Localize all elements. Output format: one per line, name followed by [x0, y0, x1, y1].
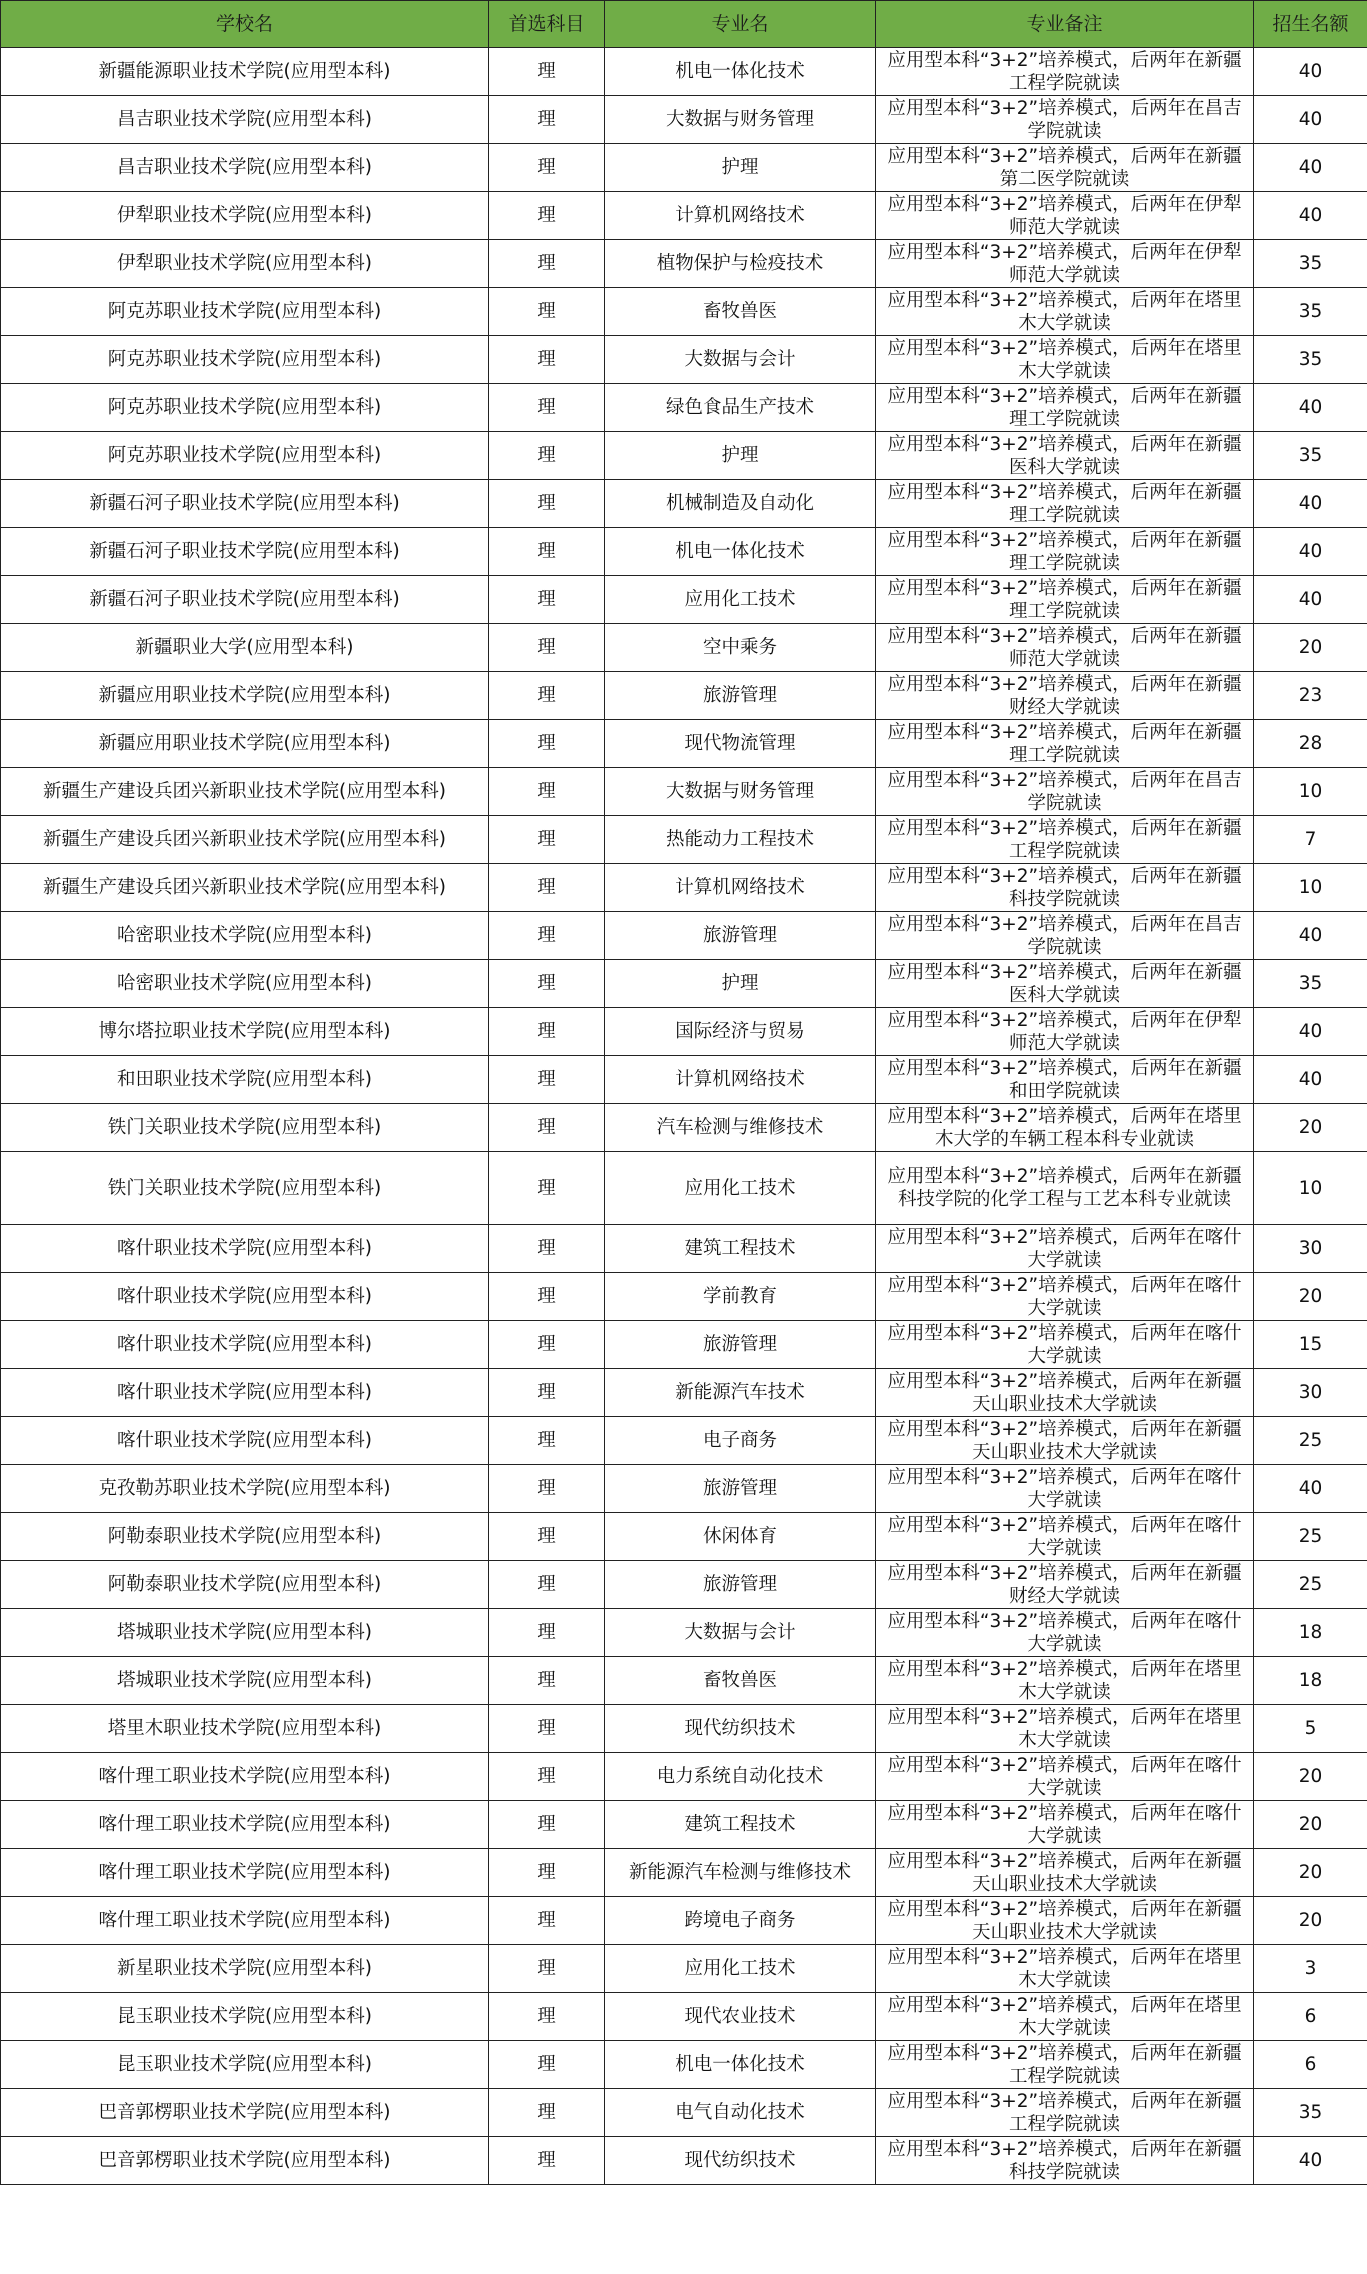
cell-subject: 理 [489, 1801, 605, 1849]
cell-quota: 10 [1254, 1152, 1367, 1225]
cell-major: 机电一体化技术 [605, 2041, 876, 2089]
cell-subject: 理 [489, 1897, 605, 1945]
cell-subject: 理 [489, 96, 605, 144]
cell-note: 应用型本科“3+2”培养模式，后两年在新疆科技学院就读 [876, 864, 1254, 912]
cell-note: 应用型本科“3+2”培养模式，后两年在新疆财经大学就读 [876, 672, 1254, 720]
cell-school: 喀什理工职业技术学院(应用型本科) [1, 1897, 489, 1945]
cell-major: 热能动力工程技术 [605, 816, 876, 864]
cell-quota: 20 [1254, 1897, 1367, 1945]
header-school: 学校名 [1, 1, 489, 48]
cell-note: 应用型本科“3+2”培养模式，后两年在新疆天山职业技术大学就读 [876, 1417, 1254, 1465]
cell-school: 新疆职业大学(应用型本科) [1, 624, 489, 672]
cell-school: 铁门关职业技术学院(应用型本科) [1, 1152, 489, 1225]
table-row [1, 1513, 1367, 1561]
cell-subject: 理 [489, 960, 605, 1008]
cell-school: 塔城职业技术学院(应用型本科) [1, 1657, 489, 1705]
table-row [1, 1801, 1367, 1849]
cell-subject: 理 [489, 1056, 605, 1104]
cell-major: 现代物流管理 [605, 720, 876, 768]
cell-major: 现代农业技术 [605, 1993, 876, 2041]
table-row [1, 48, 1367, 96]
cell-subject: 理 [489, 720, 605, 768]
cell-school: 新疆石河子职业技术学院(应用型本科) [1, 576, 489, 624]
cell-note: 应用型本科“3+2”培养模式，后两年在新疆天山职业技术大学就读 [876, 1897, 1254, 1945]
cell-note: 应用型本科“3+2”培养模式，后两年在新疆天山职业技术大学就读 [876, 1369, 1254, 1417]
cell-school: 铁门关职业技术学院(应用型本科) [1, 1104, 489, 1152]
table-row [1, 336, 1367, 384]
table-row [1, 912, 1367, 960]
cell-subject: 理 [489, 288, 605, 336]
cell-quota: 40 [1254, 576, 1367, 624]
cell-school: 新疆生产建设兵团兴新职业技术学院(应用型本科) [1, 864, 489, 912]
cell-subject: 理 [489, 624, 605, 672]
cell-school: 喀什职业技术学院(应用型本科) [1, 1417, 489, 1465]
cell-subject: 理 [489, 480, 605, 528]
cell-major: 旅游管理 [605, 672, 876, 720]
cell-note: 应用型本科“3+2”培养模式，后两年在新疆理工学院就读 [876, 384, 1254, 432]
cell-quota: 40 [1254, 912, 1367, 960]
cell-major: 新能源汽车技术 [605, 1369, 876, 1417]
cell-subject: 理 [489, 432, 605, 480]
cell-subject: 理 [489, 1273, 605, 1321]
cell-quota: 25 [1254, 1513, 1367, 1561]
cell-major: 电子商务 [605, 1417, 876, 1465]
cell-major: 旅游管理 [605, 1561, 876, 1609]
cell-subject: 理 [489, 864, 605, 912]
cell-school: 阿克苏职业技术学院(应用型本科) [1, 384, 489, 432]
table-row [1, 144, 1367, 192]
cell-note: 应用型本科“3+2”培养模式，后两年在昌吉学院就读 [876, 96, 1254, 144]
table-row [1, 2089, 1367, 2137]
cell-subject: 理 [489, 2041, 605, 2089]
cell-note: 应用型本科“3+2”培养模式，后两年在新疆医科大学就读 [876, 432, 1254, 480]
cell-quota: 35 [1254, 2089, 1367, 2137]
cell-major: 机电一体化技术 [605, 48, 876, 96]
cell-school: 喀什职业技术学院(应用型本科) [1, 1321, 489, 1369]
cell-quota: 35 [1254, 960, 1367, 1008]
cell-school: 和田职业技术学院(应用型本科) [1, 1056, 489, 1104]
cell-school: 伊犁职业技术学院(应用型本科) [1, 192, 489, 240]
cell-quota: 3 [1254, 1945, 1367, 1993]
cell-major: 应用化工技术 [605, 576, 876, 624]
cell-quota: 18 [1254, 1657, 1367, 1705]
table-row [1, 2137, 1367, 2185]
cell-quota: 6 [1254, 1993, 1367, 2041]
cell-quota: 25 [1254, 1417, 1367, 1465]
cell-quota: 20 [1254, 1273, 1367, 1321]
cell-major: 大数据与会计 [605, 336, 876, 384]
cell-quota: 6 [1254, 2041, 1367, 2089]
cell-major: 应用化工技术 [605, 1945, 876, 1993]
table-row [1, 1705, 1367, 1753]
cell-major: 计算机网络技术 [605, 192, 876, 240]
table-row [1, 1657, 1367, 1705]
table-row [1, 1753, 1367, 1801]
cell-quota: 23 [1254, 672, 1367, 720]
table-row [1, 1273, 1367, 1321]
cell-school: 喀什职业技术学院(应用型本科) [1, 1225, 489, 1273]
cell-major: 大数据与财务管理 [605, 768, 876, 816]
cell-school: 巴音郭楞职业技术学院(应用型本科) [1, 2089, 489, 2137]
cell-major: 畜牧兽医 [605, 1657, 876, 1705]
cell-quota: 20 [1254, 1753, 1367, 1801]
table-row [1, 240, 1367, 288]
table-row [1, 1152, 1367, 1225]
table-row [1, 1609, 1367, 1657]
cell-note: 应用型本科“3+2”培养模式，后两年在伊犁师范大学就读 [876, 192, 1254, 240]
cell-subject: 理 [489, 1657, 605, 1705]
cell-subject: 理 [489, 1225, 605, 1273]
cell-quota: 40 [1254, 144, 1367, 192]
cell-note: 应用型本科“3+2”培养模式，后两年在塔里木大学就读 [876, 336, 1254, 384]
table-row [1, 624, 1367, 672]
cell-school: 喀什职业技术学院(应用型本科) [1, 1369, 489, 1417]
cell-school: 哈密职业技术学院(应用型本科) [1, 912, 489, 960]
table-row [1, 1849, 1367, 1897]
table-row [1, 720, 1367, 768]
cell-note: 应用型本科“3+2”培养模式，后两年在塔里木大学就读 [876, 1993, 1254, 2041]
cell-major: 汽车检测与维修技术 [605, 1104, 876, 1152]
cell-note: 应用型本科“3+2”培养模式，后两年在伊犁师范大学就读 [876, 240, 1254, 288]
table-body [1, 48, 1367, 2185]
cell-major: 绿色食品生产技术 [605, 384, 876, 432]
cell-subject: 理 [489, 1945, 605, 1993]
cell-note: 应用型本科“3+2”培养模式，后两年在新疆理工学院就读 [876, 576, 1254, 624]
table-row [1, 864, 1367, 912]
cell-quota: 40 [1254, 1056, 1367, 1104]
cell-note: 应用型本科“3+2”培养模式，后两年在塔里木大学就读 [876, 1657, 1254, 1705]
cell-subject: 理 [489, 816, 605, 864]
cell-quota: 5 [1254, 1705, 1367, 1753]
cell-quota: 40 [1254, 96, 1367, 144]
cell-major: 机电一体化技术 [605, 528, 876, 576]
table-row [1, 1465, 1367, 1513]
cell-major: 计算机网络技术 [605, 1056, 876, 1104]
cell-school: 哈密职业技术学院(应用型本科) [1, 960, 489, 1008]
cell-note: 应用型本科“3+2”培养模式，后两年在喀什大学就读 [876, 1273, 1254, 1321]
table-row [1, 96, 1367, 144]
cell-subject: 理 [489, 528, 605, 576]
cell-school: 昆玉职业技术学院(应用型本科) [1, 2041, 489, 2089]
cell-subject: 理 [489, 1705, 605, 1753]
cell-major: 植物保护与检疫技术 [605, 240, 876, 288]
cell-school: 伊犁职业技术学院(应用型本科) [1, 240, 489, 288]
cell-subject: 理 [489, 2137, 605, 2185]
cell-school: 巴音郭楞职业技术学院(应用型本科) [1, 2137, 489, 2185]
table-row [1, 1993, 1367, 2041]
cell-subject: 理 [489, 1609, 605, 1657]
cell-quota: 20 [1254, 1801, 1367, 1849]
cell-subject: 理 [489, 48, 605, 96]
cell-quota: 28 [1254, 720, 1367, 768]
cell-major: 新能源汽车检测与维修技术 [605, 1849, 876, 1897]
cell-quota: 40 [1254, 48, 1367, 96]
cell-school: 昌吉职业技术学院(应用型本科) [1, 96, 489, 144]
cell-major: 电力系统自动化技术 [605, 1753, 876, 1801]
cell-subject: 理 [489, 1849, 605, 1897]
cell-quota: 15 [1254, 1321, 1367, 1369]
cell-school: 克孜勒苏职业技术学院(应用型本科) [1, 1465, 489, 1513]
cell-school: 喀什理工职业技术学院(应用型本科) [1, 1753, 489, 1801]
cell-major: 国际经济与贸易 [605, 1008, 876, 1056]
cell-school: 阿克苏职业技术学院(应用型本科) [1, 336, 489, 384]
cell-school: 新疆石河子职业技术学院(应用型本科) [1, 528, 489, 576]
cell-note: 应用型本科“3+2”培养模式，后两年在新疆科技学院就读 [876, 2137, 1254, 2185]
cell-quota: 40 [1254, 1008, 1367, 1056]
cell-note: 应用型本科“3+2”培养模式，后两年在塔里木大学就读 [876, 1705, 1254, 1753]
cell-school: 塔里木职业技术学院(应用型本科) [1, 1705, 489, 1753]
cell-major: 建筑工程技术 [605, 1225, 876, 1273]
header-quota: 招生名额 [1254, 1, 1367, 48]
cell-note: 应用型本科“3+2”培养模式，后两年在塔里木大学就读 [876, 1945, 1254, 1993]
table-row [1, 480, 1367, 528]
cell-major: 计算机网络技术 [605, 864, 876, 912]
table-row [1, 576, 1367, 624]
cell-major: 机械制造及自动化 [605, 480, 876, 528]
cell-note: 应用型本科“3+2”培养模式，后两年在喀什大学就读 [876, 1609, 1254, 1657]
cell-major: 电气自动化技术 [605, 2089, 876, 2137]
cell-note: 应用型本科“3+2”培养模式，后两年在伊犁师范大学就读 [876, 1008, 1254, 1056]
cell-major: 护理 [605, 432, 876, 480]
cell-note: 应用型本科“3+2”培养模式，后两年在新疆医科大学就读 [876, 960, 1254, 1008]
cell-quota: 30 [1254, 1225, 1367, 1273]
cell-major: 现代纺织技术 [605, 2137, 876, 2185]
cell-quota: 10 [1254, 768, 1367, 816]
header-note: 专业备注 [876, 1, 1254, 48]
cell-note: 应用型本科“3+2”培养模式，后两年在塔里木大学的车辆工程本科专业就读 [876, 1104, 1254, 1152]
table-row [1, 192, 1367, 240]
cell-school: 阿克苏职业技术学院(应用型本科) [1, 432, 489, 480]
cell-major: 旅游管理 [605, 1465, 876, 1513]
cell-subject: 理 [489, 1152, 605, 1225]
table-row [1, 1369, 1367, 1417]
table-row [1, 1225, 1367, 1273]
table-row [1, 1561, 1367, 1609]
table-row [1, 384, 1367, 432]
header-subject: 首选科目 [489, 1, 605, 48]
table-row [1, 768, 1367, 816]
cell-school: 阿勒泰职业技术学院(应用型本科) [1, 1561, 489, 1609]
cell-subject: 理 [489, 192, 605, 240]
cell-quota: 35 [1254, 240, 1367, 288]
cell-note: 应用型本科“3+2”培养模式，后两年在新疆理工学院就读 [876, 720, 1254, 768]
cell-school: 博尔塔拉职业技术学院(应用型本科) [1, 1008, 489, 1056]
cell-note: 应用型本科“3+2”培养模式，后两年在新疆工程学院就读 [876, 816, 1254, 864]
table-row [1, 960, 1367, 1008]
cell-note: 应用型本科“3+2”培养模式，后两年在新疆理工学院就读 [876, 480, 1254, 528]
cell-quota: 25 [1254, 1561, 1367, 1609]
cell-subject: 理 [489, 1008, 605, 1056]
cell-note: 应用型本科“3+2”培养模式，后两年在新疆财经大学就读 [876, 1561, 1254, 1609]
cell-note: 应用型本科“3+2”培养模式，后两年在喀什大学就读 [876, 1513, 1254, 1561]
cell-note: 应用型本科“3+2”培养模式，后两年在喀什大学就读 [876, 1465, 1254, 1513]
cell-major: 空中乘务 [605, 624, 876, 672]
cell-school: 阿勒泰职业技术学院(应用型本科) [1, 1513, 489, 1561]
table-row [1, 432, 1367, 480]
cell-quota: 18 [1254, 1609, 1367, 1657]
cell-major: 护理 [605, 144, 876, 192]
cell-note: 应用型本科“3+2”培养模式，后两年在新疆工程学院就读 [876, 2041, 1254, 2089]
cell-quota: 20 [1254, 1849, 1367, 1897]
cell-subject: 理 [489, 1321, 605, 1369]
cell-note: 应用型本科“3+2”培养模式，后两年在新疆理工学院就读 [876, 528, 1254, 576]
cell-major: 旅游管理 [605, 912, 876, 960]
table-row [1, 1104, 1367, 1152]
cell-school: 新疆能源职业技术学院(应用型本科) [1, 48, 489, 96]
cell-quota: 40 [1254, 1465, 1367, 1513]
cell-school: 新疆生产建设兵团兴新职业技术学院(应用型本科) [1, 816, 489, 864]
cell-quota: 7 [1254, 816, 1367, 864]
cell-note: 应用型本科“3+2”培养模式，后两年在新疆第二医学院就读 [876, 144, 1254, 192]
cell-subject: 理 [489, 384, 605, 432]
cell-subject: 理 [489, 336, 605, 384]
cell-quota: 40 [1254, 384, 1367, 432]
cell-note: 应用型本科“3+2”培养模式，后两年在塔里木大学就读 [876, 288, 1254, 336]
table-row [1, 672, 1367, 720]
cell-quota: 20 [1254, 624, 1367, 672]
cell-major: 建筑工程技术 [605, 1801, 876, 1849]
cell-quota: 40 [1254, 192, 1367, 240]
cell-major: 现代纺织技术 [605, 1705, 876, 1753]
cell-school: 喀什理工职业技术学院(应用型本科) [1, 1801, 489, 1849]
cell-subject: 理 [489, 1104, 605, 1152]
cell-quota: 35 [1254, 432, 1367, 480]
cell-quota: 10 [1254, 864, 1367, 912]
cell-subject: 理 [489, 912, 605, 960]
cell-note: 应用型本科“3+2”培养模式，后两年在喀什大学就读 [876, 1321, 1254, 1369]
cell-subject: 理 [489, 240, 605, 288]
cell-school: 新疆石河子职业技术学院(应用型本科) [1, 480, 489, 528]
cell-note: 应用型本科“3+2”培养模式，后两年在喀什大学就读 [876, 1801, 1254, 1849]
cell-major: 学前教育 [605, 1273, 876, 1321]
table-row [1, 1321, 1367, 1369]
table-row [1, 528, 1367, 576]
cell-major: 大数据与财务管理 [605, 96, 876, 144]
cell-note: 应用型本科“3+2”培养模式，后两年在喀什大学就读 [876, 1225, 1254, 1273]
cell-note: 应用型本科“3+2”培养模式，后两年在新疆科技学院的化学工程与工艺本科专业就读 [876, 1152, 1254, 1225]
cell-major: 应用化工技术 [605, 1152, 876, 1225]
cell-subject: 理 [489, 672, 605, 720]
cell-subject: 理 [489, 1561, 605, 1609]
cell-note: 应用型本科“3+2”培养模式，后两年在新疆和田学院就读 [876, 1056, 1254, 1104]
cell-subject: 理 [489, 768, 605, 816]
cell-major: 跨境电子商务 [605, 1897, 876, 1945]
cell-major: 休闲体育 [605, 1513, 876, 1561]
cell-quota: 35 [1254, 288, 1367, 336]
cell-subject: 理 [489, 144, 605, 192]
header-row [1, 1, 1367, 48]
cell-note: 应用型本科“3+2”培养模式，后两年在喀什大学就读 [876, 1753, 1254, 1801]
cell-major: 旅游管理 [605, 1321, 876, 1369]
cell-note: 应用型本科“3+2”培养模式，后两年在昌吉学院就读 [876, 912, 1254, 960]
cell-major: 畜牧兽医 [605, 288, 876, 336]
cell-subject: 理 [489, 1369, 605, 1417]
cell-quota: 40 [1254, 480, 1367, 528]
cell-school: 新星职业技术学院(应用型本科) [1, 1945, 489, 1993]
cell-quota: 40 [1254, 528, 1367, 576]
table-row [1, 1008, 1367, 1056]
cell-school: 阿克苏职业技术学院(应用型本科) [1, 288, 489, 336]
cell-note: 应用型本科“3+2”培养模式，后两年在新疆天山职业技术大学就读 [876, 1849, 1254, 1897]
cell-quota: 20 [1254, 1104, 1367, 1152]
cell-subject: 理 [489, 1993, 605, 2041]
table-row [1, 1417, 1367, 1465]
cell-subject: 理 [489, 1417, 605, 1465]
cell-quota: 35 [1254, 336, 1367, 384]
table-row [1, 2041, 1367, 2089]
cell-major: 大数据与会计 [605, 1609, 876, 1657]
cell-note: 应用型本科“3+2”培养模式，后两年在新疆工程学院就读 [876, 2089, 1254, 2137]
table-row [1, 288, 1367, 336]
cell-school: 喀什职业技术学院(应用型本科) [1, 1273, 489, 1321]
cell-note: 应用型本科“3+2”培养模式，后两年在昌吉学院就读 [876, 768, 1254, 816]
cell-quota: 40 [1254, 2137, 1367, 2185]
table-row [1, 816, 1367, 864]
cell-school: 新疆应用职业技术学院(应用型本科) [1, 672, 489, 720]
table-row [1, 1897, 1367, 1945]
cell-school: 昆玉职业技术学院(应用型本科) [1, 1993, 489, 2041]
table-row [1, 1945, 1367, 1993]
table-row [1, 1056, 1367, 1104]
cell-school: 喀什理工职业技术学院(应用型本科) [1, 1849, 489, 1897]
cell-school: 昌吉职业技术学院(应用型本科) [1, 144, 489, 192]
cell-subject: 理 [489, 1753, 605, 1801]
cell-quota: 30 [1254, 1369, 1367, 1417]
header-major: 专业名 [605, 1, 876, 48]
cell-subject: 理 [489, 1513, 605, 1561]
cell-subject: 理 [489, 2089, 605, 2137]
cell-school: 塔城职业技术学院(应用型本科) [1, 1609, 489, 1657]
cell-note: 应用型本科“3+2”培养模式，后两年在新疆工程学院就读 [876, 48, 1254, 96]
cell-note: 应用型本科“3+2”培养模式，后两年在新疆师范大学就读 [876, 624, 1254, 672]
cell-major: 护理 [605, 960, 876, 1008]
cell-school: 新疆应用职业技术学院(应用型本科) [1, 720, 489, 768]
cell-school: 新疆生产建设兵团兴新职业技术学院(应用型本科) [1, 768, 489, 816]
cell-subject: 理 [489, 576, 605, 624]
cell-subject: 理 [489, 1465, 605, 1513]
